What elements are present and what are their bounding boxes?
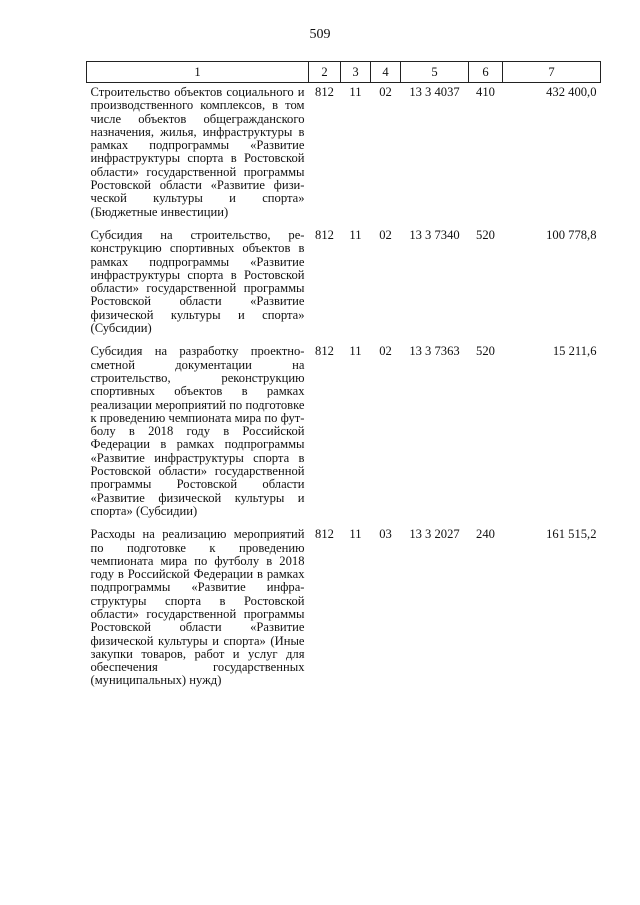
- row-target-article: 13 3 7340: [409, 227, 460, 242]
- column-header-2: 2: [309, 62, 341, 83]
- row-amount: 161 515,2: [546, 527, 597, 542]
- column-header-7: 7: [503, 62, 601, 83]
- table-row: [87, 226, 601, 342]
- page-number: 509: [309, 27, 331, 42]
- row-section: 11: [349, 344, 362, 359]
- column-header-5: 5: [401, 62, 469, 83]
- row-target-article: 13 3 7363: [409, 344, 460, 359]
- row-description: Субсидия на строительство, реконструкцию спортивных объектов в рамках подпрограммы «Развитие инфраструктуры спорта в Ростовской области» государственной программы Ростовской области «Развитие физической культуры и спорта» (Субсидии): [90, 227, 305, 336]
- table-row: [87, 342, 601, 525]
- row-section: 11: [349, 85, 362, 99]
- column-header-4: 4: [371, 62, 401, 83]
- row-target-article: 13 3 4037: [409, 85, 460, 99]
- row-expense-type: 520: [476, 344, 495, 359]
- row-description: Расходы на реализацию мероприятий по подготовке к проведению чемпионата мира по футболу в 2018 году в Российской Федерации в рамках подпрограммы «Развитие инфраструктуры спорта в Ростовской области» государственной программы Ростовской области «Развитие физической культуры и спорта» (Иные закупки товаров, работ и услуг для обеспечения государственных (муниципальных) нужд): [90, 527, 305, 688]
- row-ministry: 812: [315, 85, 334, 99]
- row-expense-type: 520: [476, 227, 495, 242]
- column-header-3: 3: [341, 62, 371, 83]
- row-amount: 432 400,0: [546, 85, 597, 99]
- row-ministry: 812: [315, 344, 334, 359]
- table-row: [87, 83, 601, 226]
- column-header-6: 6: [469, 62, 503, 83]
- budget-table: [86, 61, 601, 695]
- row-ministry: 812: [315, 527, 334, 542]
- row-subsection: 02: [379, 227, 392, 242]
- row-description: Субсидия на разработку проектно-сметной документации на строительство, реконструкцию спортивных объектов в рамках реализации мероприятий по подготовке к проведению чемпионата мира по футболу в 2018 году в Российской Федерации в рамках подпрограммы «Развитие инфраструктуры спорта в Ростовской области» государственной программы Ростовской области «Развитие физической культуры и спорта» (Субсидии): [90, 344, 305, 518]
- column-header-1: 1: [87, 62, 309, 83]
- row-subsection: 02: [379, 344, 392, 359]
- table-header-row: [87, 62, 601, 83]
- table-row: [87, 525, 601, 695]
- row-amount: 100 778,8: [546, 227, 597, 242]
- row-section: 11: [349, 227, 362, 242]
- row-expense-type: 240: [476, 527, 495, 542]
- row-description: Строительство объектов социального и производственного комплексов, в том числе объектов общегражданского назначения, жилья, инфраструктуры в рамках подпрограммы «Развитие инфраструктуры спорта в Ростовской области» государственной программы Ростовской области «Развитие физической культуры и спорта» (Бюджетные инвестиции): [90, 85, 305, 219]
- row-ministry: 812: [315, 227, 334, 242]
- row-subsection: 02: [379, 85, 392, 99]
- row-target-article: 13 3 2027: [409, 527, 460, 542]
- row-subsection: 03: [379, 527, 392, 542]
- row-amount: 15 211,6: [552, 344, 597, 359]
- row-expense-type: 410: [476, 85, 495, 99]
- row-section: 11: [349, 527, 362, 542]
